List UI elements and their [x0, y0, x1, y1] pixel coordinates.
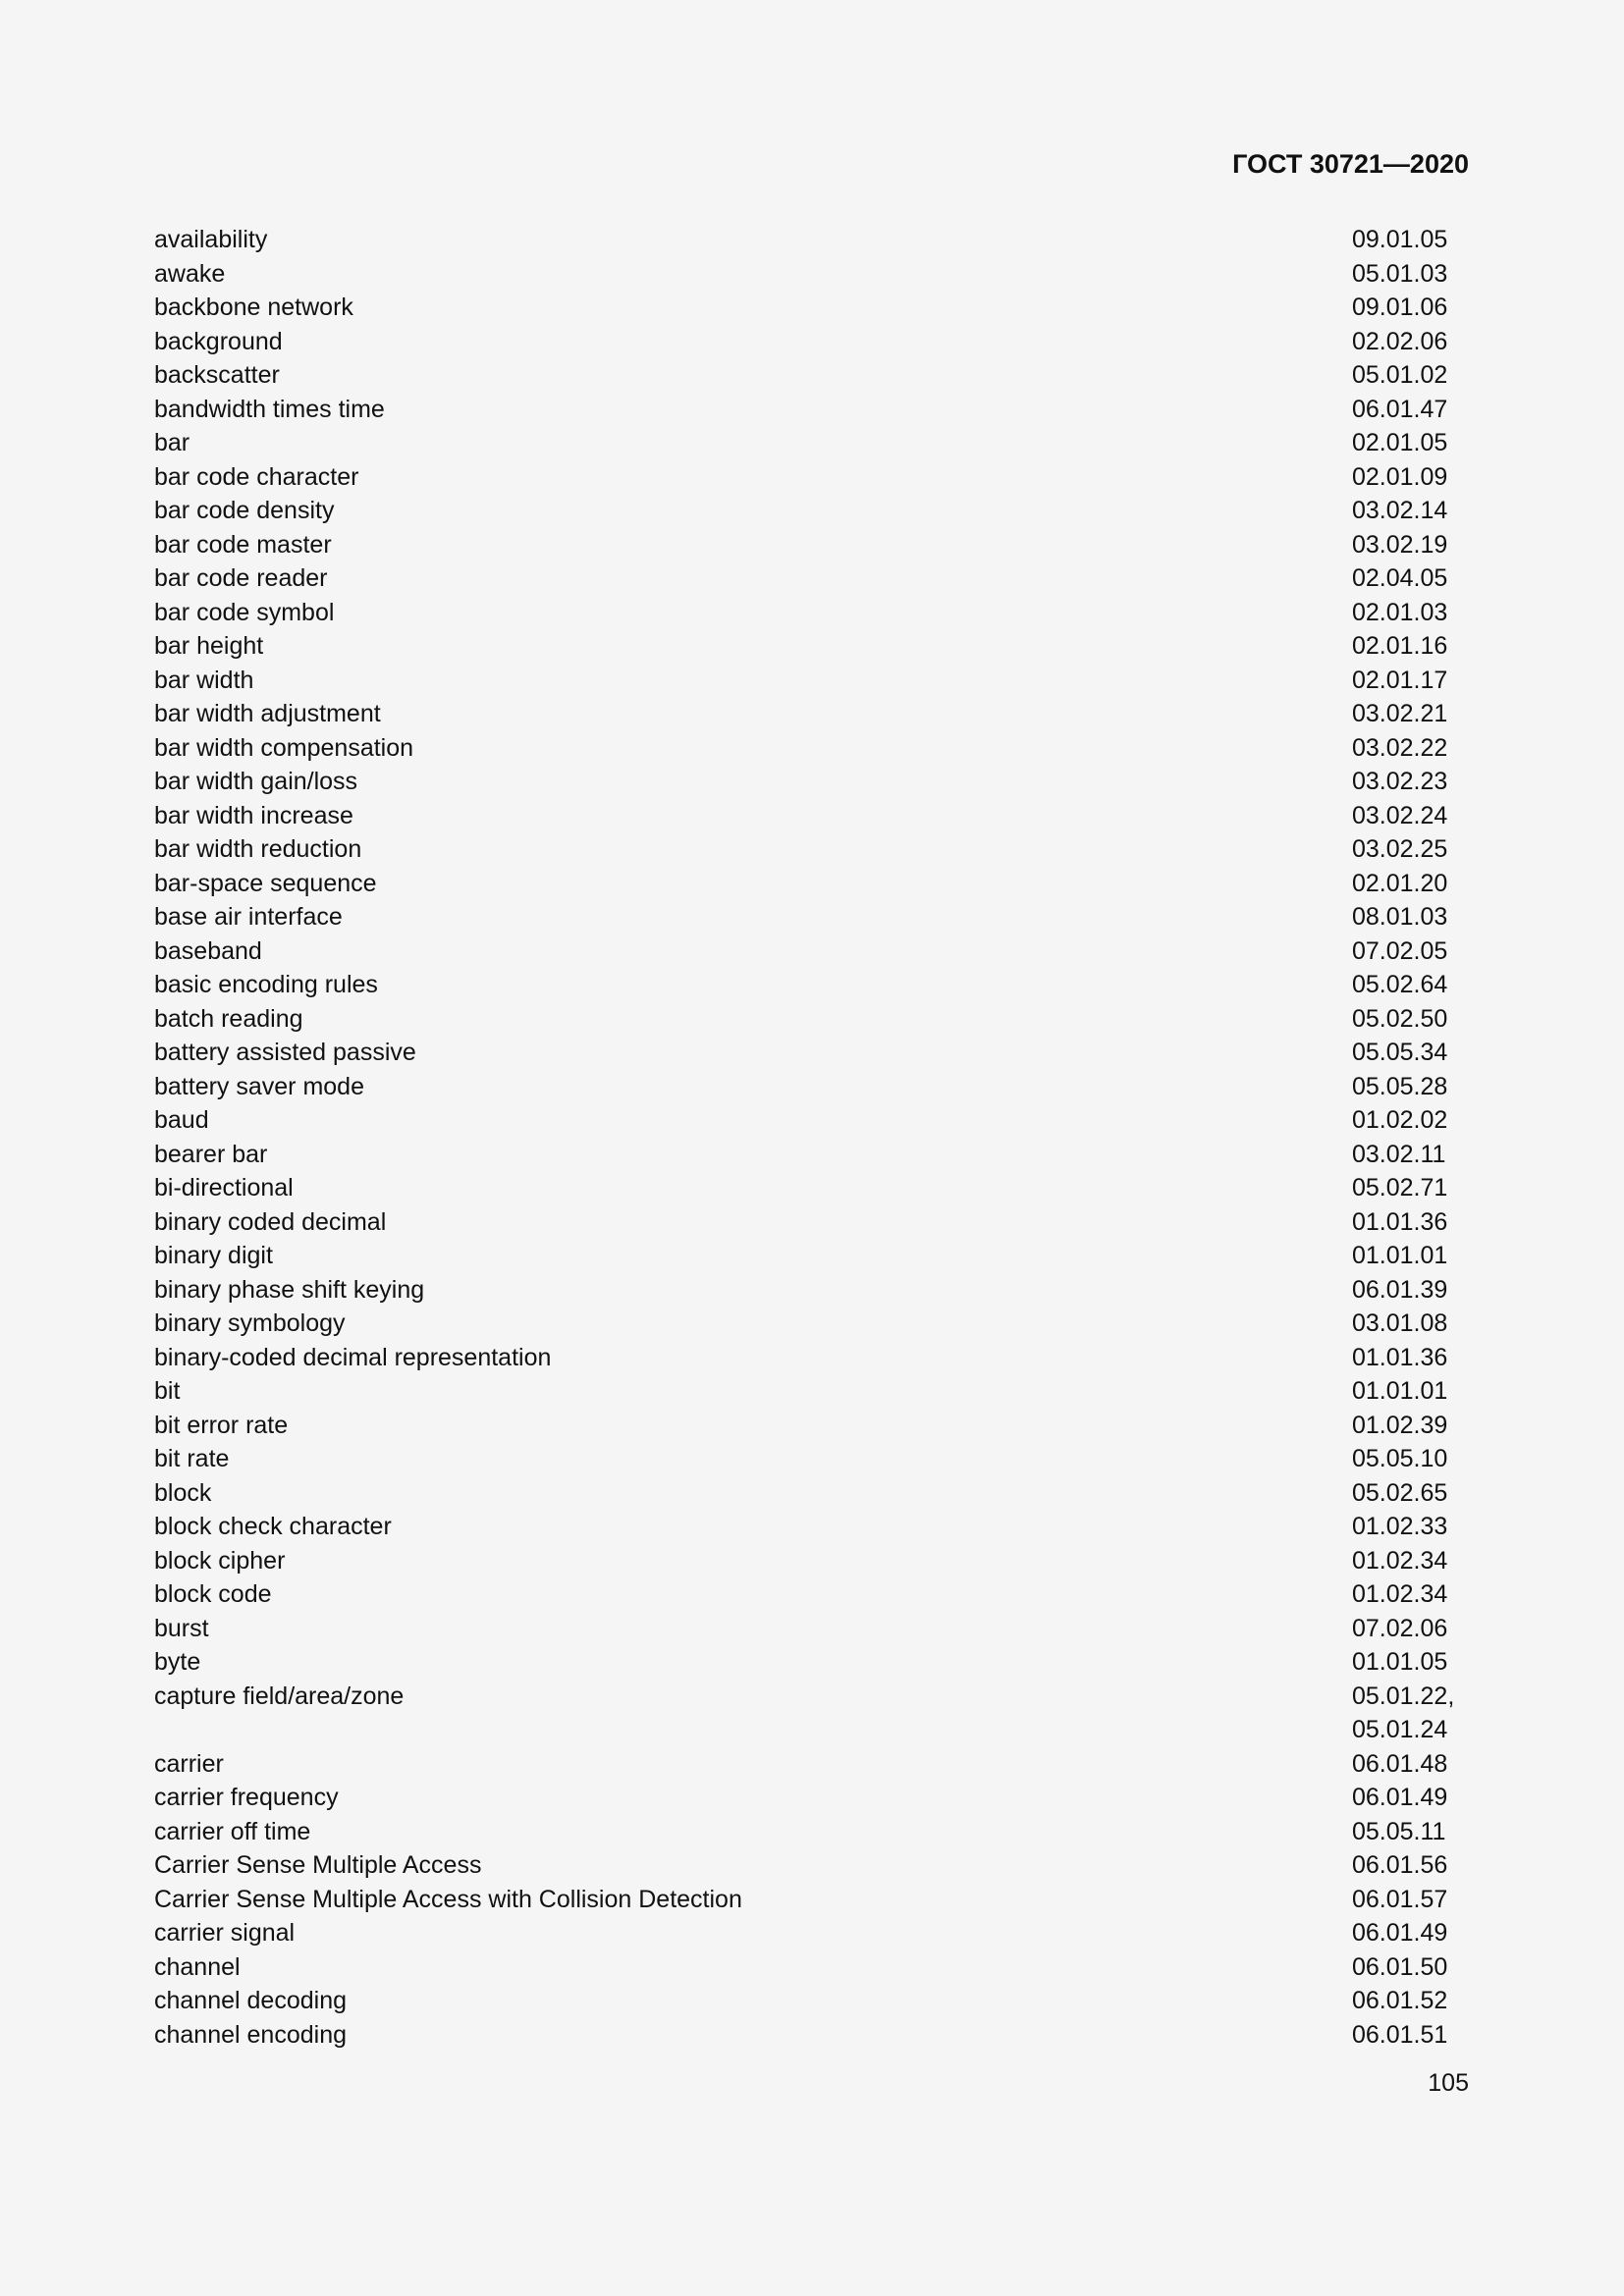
list-item	[154, 325, 1470, 359]
index-code: 01.01.05	[1352, 1648, 1448, 1676]
index-term: base air interface	[154, 903, 343, 931]
list-item	[154, 1239, 1470, 1273]
index-term: bar-space sequence	[154, 869, 377, 897]
list-item	[154, 460, 1470, 495]
list-item	[154, 1950, 1470, 1985]
index-term: binary symbology	[154, 1309, 346, 1337]
index-term: carrier	[154, 1749, 224, 1778]
list-item	[154, 561, 1470, 596]
index-code: 03.02.19	[1352, 530, 1448, 559]
index-term: bar code reader	[154, 564, 328, 592]
index-term: bar	[154, 429, 190, 456]
list-item	[154, 1002, 1470, 1037]
index-term: bar width	[154, 666, 254, 694]
list-item	[154, 223, 1470, 257]
list-item	[154, 1205, 1470, 1240]
list-item	[154, 393, 1470, 427]
index-term: block	[154, 1478, 212, 1507]
index-code: 06.01.47	[1352, 395, 1448, 423]
list-item	[154, 528, 1470, 562]
list-item	[154, 1273, 1470, 1308]
index-code: 03.02.22	[1352, 733, 1448, 762]
list-item	[154, 1781, 1470, 1815]
list-item	[154, 799, 1470, 833]
index-term: Carrier Sense Multiple Access with Collision Detection	[154, 1885, 742, 1913]
list-item	[154, 1747, 1470, 1782]
index-code: 06.01.57	[1352, 1885, 1448, 1913]
index-code: 06.01.48	[1352, 1749, 1448, 1778]
list-item	[154, 900, 1470, 934]
index-code: 05.02.71	[1352, 1174, 1448, 1201]
index-code: 03.02.14	[1352, 497, 1448, 524]
list-item-continuation	[154, 1713, 1470, 1747]
index-term: bar code symbol	[154, 598, 335, 626]
index-term: Carrier Sense Multiple Access	[154, 1851, 482, 1879]
index-term: bar code character	[154, 462, 359, 491]
index-term: block code	[154, 1580, 272, 1608]
index-code: 07.02.05	[1352, 936, 1448, 965]
index-term: carrier signal	[154, 1919, 296, 1947]
list-item	[154, 1374, 1470, 1409]
index-code: 06.01.49	[1352, 1919, 1448, 1947]
index-code: 02.02.06	[1352, 327, 1448, 355]
index-code: 01.01.01	[1352, 1377, 1448, 1405]
index-term: bar code density	[154, 497, 335, 524]
index-term: bandwidth times time	[154, 395, 385, 423]
index-code: 05.02.64	[1352, 971, 1448, 998]
list-item	[154, 1476, 1470, 1511]
index-code: 01.02.34	[1352, 1580, 1448, 1608]
index-code: 02.04.05	[1352, 564, 1448, 592]
index-code: 03.02.25	[1352, 835, 1448, 863]
list-item	[154, 968, 1470, 1002]
index-term: bar width reduction	[154, 835, 362, 863]
index-term: carrier off time	[154, 1817, 311, 1845]
list-item	[154, 1883, 1470, 1917]
index-term: channel	[154, 1952, 241, 1981]
index-code: 05.05.10	[1352, 1445, 1448, 1472]
index-term: block cipher	[154, 1546, 286, 1575]
index-term: backbone network	[154, 294, 353, 321]
index-term: bit error rate	[154, 1411, 289, 1439]
list-item	[154, 1680, 1470, 1714]
index-term: binary coded decimal	[154, 1207, 387, 1236]
index-code: 01.02.34	[1352, 1546, 1448, 1575]
list-item	[154, 2018, 1470, 2053]
list-item	[154, 867, 1470, 901]
index-term: bit rate	[154, 1445, 230, 1472]
index-code: 05.02.50	[1352, 1004, 1448, 1033]
index-term: bar width increase	[154, 801, 353, 829]
list-item	[154, 1916, 1470, 1950]
index-code: 06.01.51	[1352, 2020, 1448, 2049]
list-item	[154, 1103, 1470, 1138]
index-code-continued: 05.01.24	[1352, 1716, 1448, 1743]
list-item	[154, 1036, 1470, 1070]
index-term: bar width gain/loss	[154, 768, 358, 795]
index-term: bar width compensation	[154, 733, 414, 762]
list-item	[154, 832, 1470, 867]
list-item	[154, 1409, 1470, 1443]
index-term: battery assisted passive	[154, 1039, 416, 1066]
standard-designation: ГОСТ 30721—2020	[1232, 149, 1469, 179]
index-code: 05.01.02	[1352, 361, 1448, 389]
list-item	[154, 1171, 1470, 1205]
index-code: 05.01.03	[1352, 259, 1448, 288]
index-term: awake	[154, 259, 226, 288]
index-term: bar height	[154, 632, 264, 660]
index-code: 02.01.17	[1352, 666, 1448, 694]
list-item	[154, 426, 1470, 460]
index-term: carrier frequency	[154, 1784, 339, 1811]
index-term: bi-directional	[154, 1174, 294, 1201]
index-term: binary digit	[154, 1242, 273, 1269]
term-index-list	[154, 223, 1470, 2052]
index-code: 01.01.36	[1352, 1207, 1448, 1236]
index-term: block check character	[154, 1513, 392, 1540]
page-number: 105	[1428, 2069, 1469, 2097]
index-code: 01.02.33	[1352, 1513, 1448, 1540]
index-term: binary phase shift keying	[154, 1275, 425, 1304]
list-item	[154, 934, 1470, 969]
index-term: baseband	[154, 936, 262, 965]
index-code: 02.01.20	[1352, 869, 1448, 897]
index-code: 08.01.03	[1352, 903, 1448, 931]
list-item	[154, 629, 1470, 664]
index-term: byte	[154, 1648, 201, 1676]
index-code: 03.02.21	[1352, 700, 1448, 727]
index-term: burst	[154, 1614, 209, 1642]
list-item	[154, 1510, 1470, 1544]
list-item	[154, 1577, 1470, 1612]
index-code: 03.02.11	[1352, 1140, 1446, 1168]
list-item	[154, 664, 1470, 698]
index-term: backscatter	[154, 361, 280, 389]
list-item	[154, 358, 1470, 393]
list-item	[154, 1612, 1470, 1646]
index-code: 03.02.24	[1352, 801, 1448, 829]
list-item	[154, 1645, 1470, 1680]
index-code: 06.01.39	[1352, 1275, 1448, 1304]
index-code: 05.01.22,	[1352, 1682, 1455, 1710]
list-item	[154, 291, 1470, 325]
list-item	[154, 1307, 1470, 1341]
index-code: 07.02.06	[1352, 1614, 1448, 1642]
index-term: channel encoding	[154, 2020, 347, 2049]
list-item	[154, 1984, 1470, 2018]
list-item	[154, 697, 1470, 731]
index-code: 05.05.11	[1352, 1817, 1446, 1845]
index-term: battery saver mode	[154, 1072, 364, 1100]
index-term: bar width adjustment	[154, 700, 381, 727]
index-code: 05.02.65	[1352, 1478, 1448, 1507]
index-code: 03.02.23	[1352, 768, 1448, 795]
index-code: 05.05.34	[1352, 1039, 1448, 1066]
index-code: 05.05.28	[1352, 1072, 1448, 1100]
list-item	[154, 596, 1470, 630]
list-item	[154, 1442, 1470, 1476]
index-code: 02.01.16	[1352, 632, 1448, 660]
index-term: availability	[154, 226, 268, 253]
list-item	[154, 1341, 1470, 1375]
list-item	[154, 1544, 1470, 1578]
list-item	[154, 1138, 1470, 1172]
index-term: binary-coded decimal representation	[154, 1343, 552, 1371]
index-term: background	[154, 327, 283, 355]
index-term: channel decoding	[154, 1987, 347, 2014]
index-code: 01.02.02	[1352, 1106, 1448, 1134]
index-code: 02.01.05	[1352, 429, 1448, 456]
index-code: 06.01.49	[1352, 1784, 1448, 1811]
index-code: 01.01.01	[1352, 1242, 1448, 1269]
index-code: 02.01.09	[1352, 462, 1448, 491]
index-term: capture field/area/zone	[154, 1682, 405, 1710]
index-code: 09.01.06	[1352, 294, 1448, 321]
index-code: 02.01.03	[1352, 598, 1448, 626]
index-code: 06.01.56	[1352, 1851, 1448, 1879]
list-item	[154, 765, 1470, 799]
list-item	[154, 1070, 1470, 1104]
index-term: batch reading	[154, 1004, 303, 1033]
index-code: 06.01.50	[1352, 1952, 1448, 1981]
list-item	[154, 257, 1470, 292]
list-item	[154, 731, 1470, 766]
list-item	[154, 1848, 1470, 1883]
index-code: 06.01.52	[1352, 1987, 1448, 2014]
index-code: 09.01.05	[1352, 226, 1448, 253]
index-term: bit	[154, 1377, 181, 1405]
index-term: basic encoding rules	[154, 971, 378, 998]
index-code: 03.01.08	[1352, 1309, 1448, 1337]
index-code: 01.02.39	[1352, 1411, 1448, 1439]
index-code: 01.01.36	[1352, 1343, 1448, 1371]
index-term: bearer bar	[154, 1140, 268, 1168]
list-item	[154, 494, 1470, 528]
list-item	[154, 1815, 1470, 1849]
index-term: bar code master	[154, 530, 332, 559]
index-term: baud	[154, 1106, 209, 1134]
